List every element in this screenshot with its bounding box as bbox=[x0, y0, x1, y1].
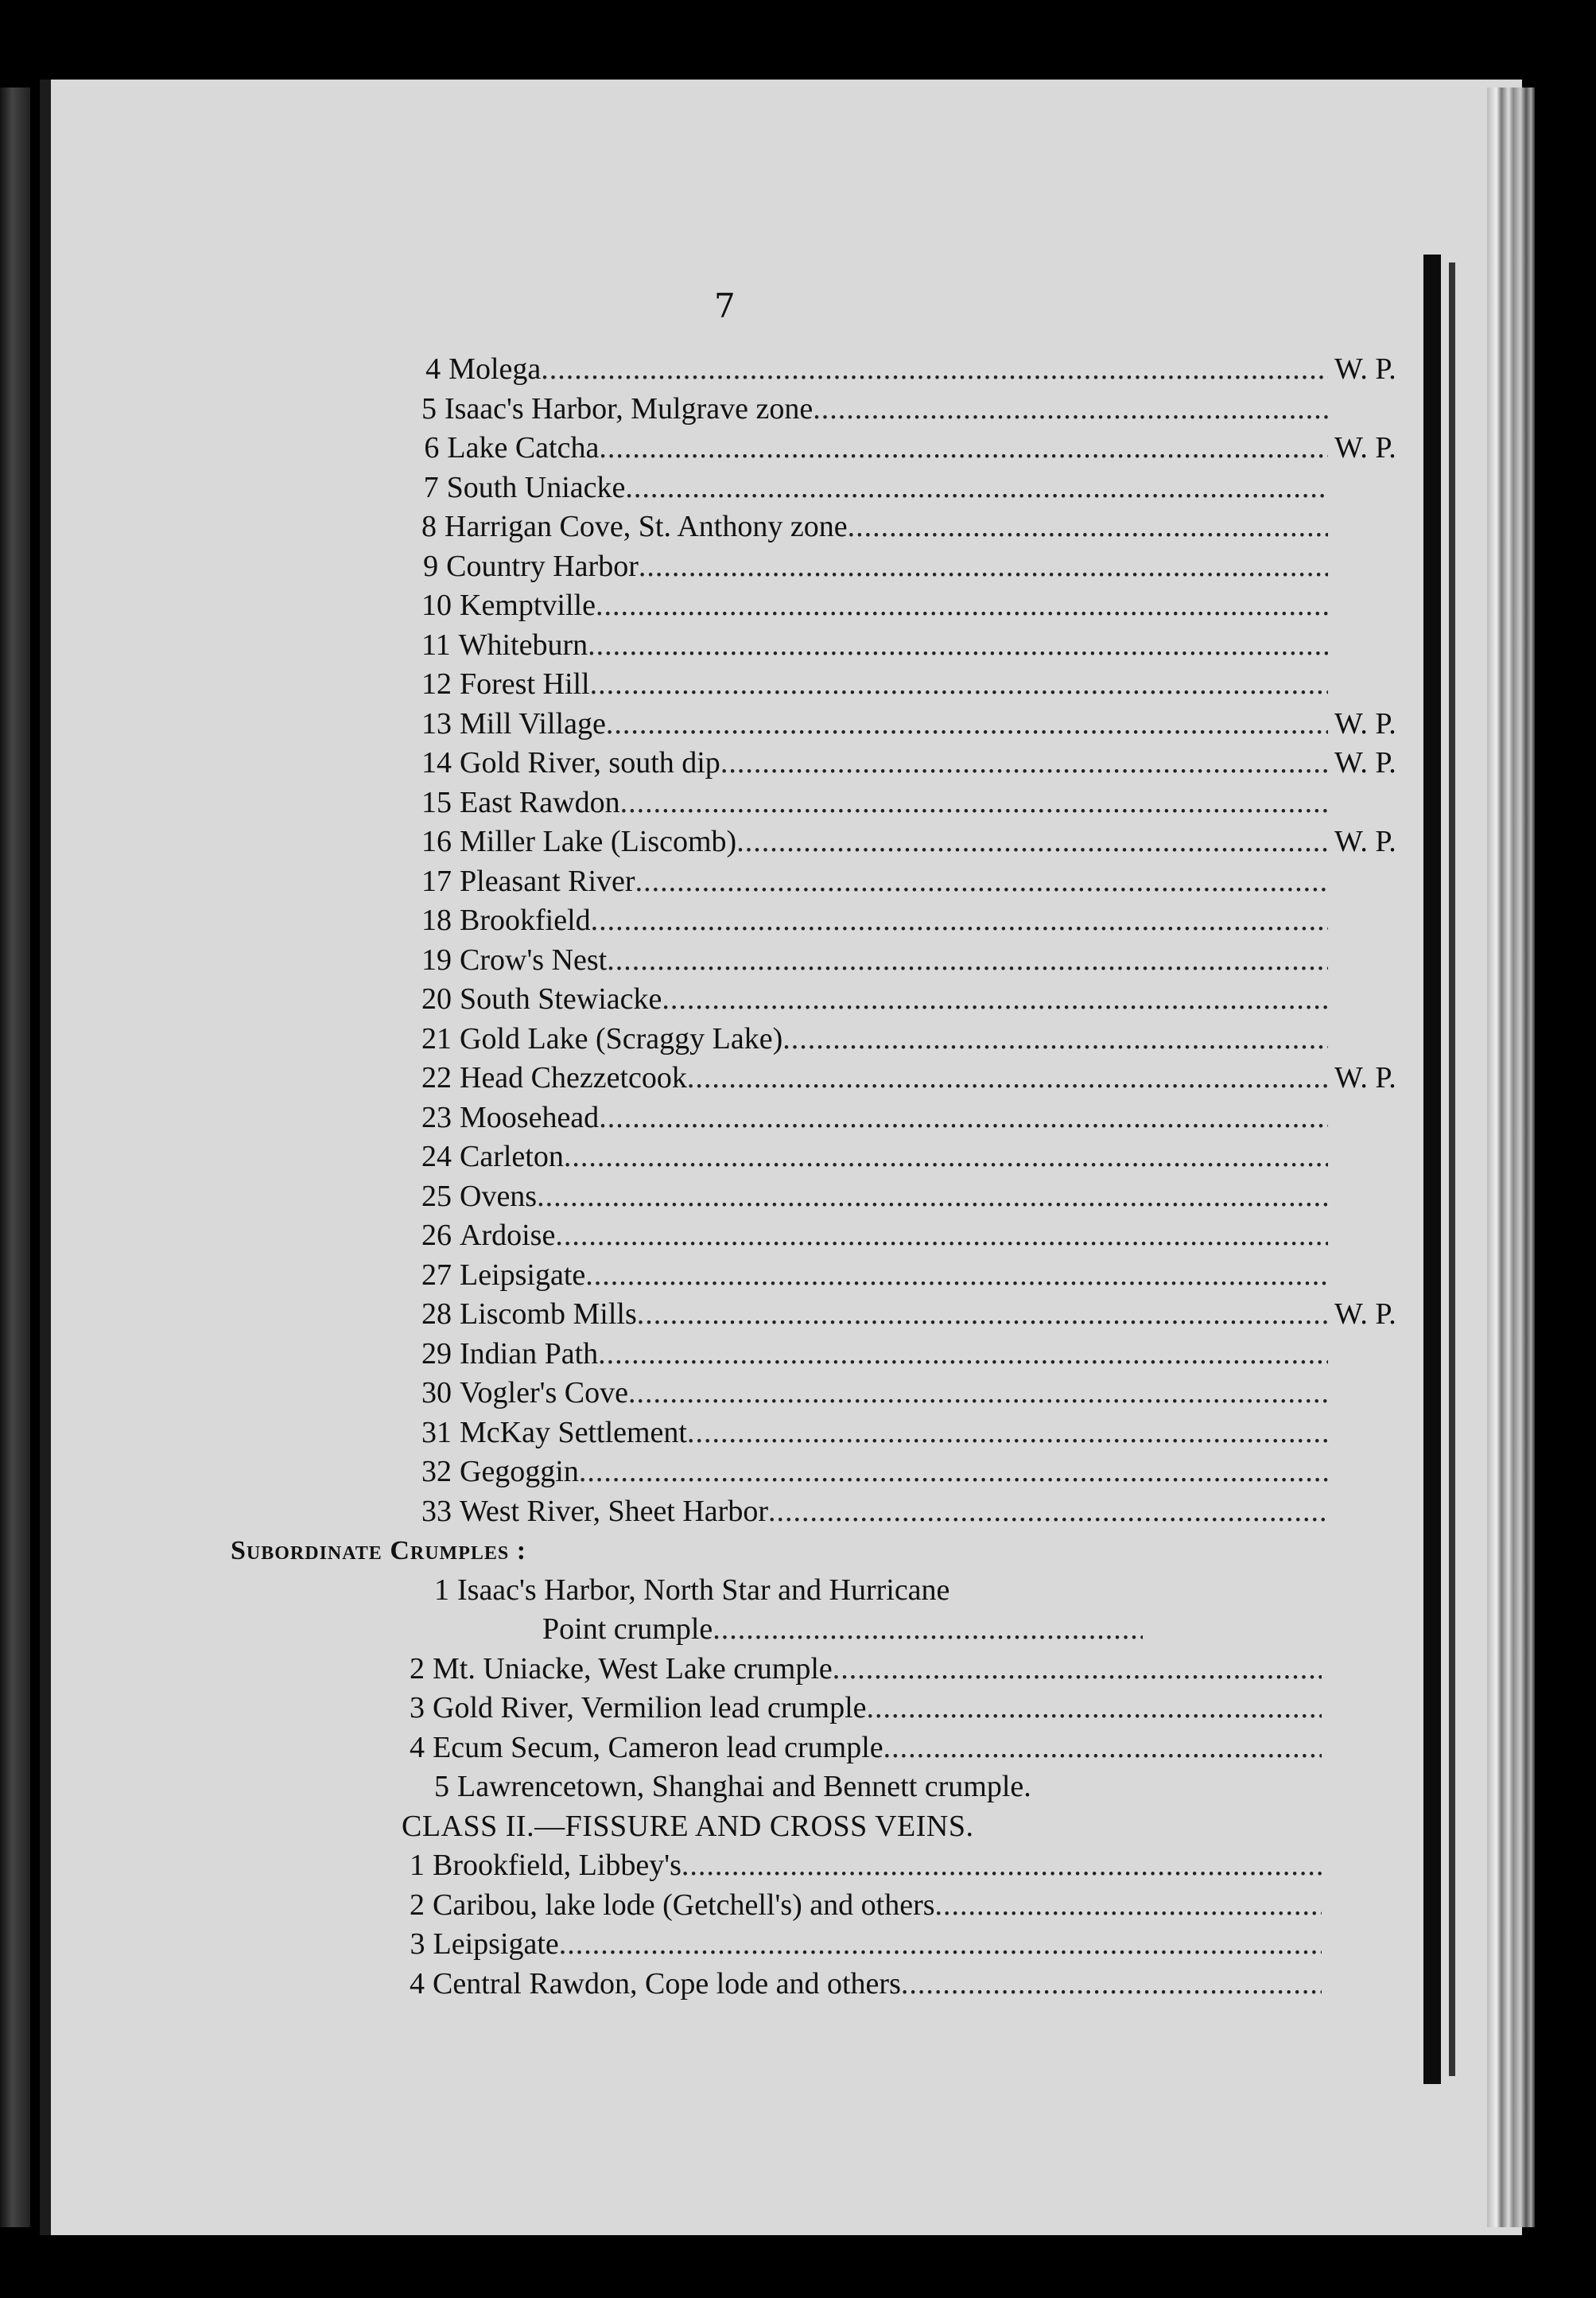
entry-number: 29 bbox=[421, 1336, 452, 1371]
dot-leader bbox=[596, 586, 1328, 626]
entry-number: 33 bbox=[421, 1494, 452, 1528]
subordinate-item bbox=[231, 1571, 1264, 1611]
entry-number: 28 bbox=[421, 1297, 452, 1331]
entry-leaders bbox=[421, 1098, 1328, 1138]
class-one-item bbox=[231, 705, 1396, 745]
class-one-item bbox=[231, 901, 1264, 941]
dot-leader bbox=[564, 1137, 1328, 1177]
entry-name: Vogler's Cove bbox=[460, 1376, 628, 1410]
subordinate-item bbox=[231, 1767, 1264, 1807]
subordinate-heading-text: Subordinate Crumples : bbox=[231, 1536, 527, 1565]
class-one-item bbox=[231, 665, 1264, 705]
entry-number: 16 bbox=[421, 825, 452, 858]
entry-leaders bbox=[410, 1846, 1322, 1886]
page-number: 7 bbox=[714, 286, 736, 325]
entry-name: South Uniacke bbox=[446, 470, 626, 504]
dot-leader bbox=[588, 626, 1328, 666]
entry-number: 25 bbox=[421, 1179, 452, 1213]
class-one-item bbox=[231, 1216, 1264, 1256]
dot-leader bbox=[590, 665, 1328, 705]
dot-leader bbox=[687, 1059, 1328, 1098]
entry-mark: W. P. bbox=[1334, 706, 1396, 741]
right-page-edge bbox=[1487, 87, 1535, 2227]
entry-leaders bbox=[421, 1059, 1328, 1098]
entry-number: 4 bbox=[410, 1966, 425, 2001]
class-one-item bbox=[231, 980, 1264, 1020]
entry-leaders bbox=[410, 1965, 1322, 2004]
class-two-item bbox=[231, 1886, 1264, 1926]
page-content bbox=[231, 350, 1396, 2004]
dot-leader bbox=[848, 507, 1328, 547]
dot-leader bbox=[813, 390, 1328, 430]
entry-name: McKay Settlement bbox=[460, 1415, 687, 1449]
class-one-item bbox=[231, 547, 1264, 587]
entry-number: 32 bbox=[421, 1455, 452, 1488]
entry-number: 3 bbox=[410, 1691, 425, 1724]
dot-leader bbox=[687, 1413, 1328, 1453]
entry-leaders bbox=[421, 901, 1328, 941]
entry-number: 21 bbox=[421, 1021, 452, 1056]
entry-mark: W. P. bbox=[1334, 746, 1396, 780]
entry-name: Caribou, lake lode (Getchell's) and others bbox=[433, 1888, 935, 1922]
entry-number: 5 bbox=[421, 391, 437, 426]
subordinate-heading bbox=[231, 1531, 1264, 1571]
dot-leader bbox=[607, 941, 1328, 981]
entry-leaders bbox=[421, 1452, 1328, 1492]
dot-leader bbox=[537, 1177, 1328, 1217]
class-one-item bbox=[231, 586, 1264, 626]
dot-leader bbox=[768, 1492, 1328, 1532]
class-one-item bbox=[231, 429, 1396, 469]
entry-leaders bbox=[421, 1020, 1328, 1060]
entry-number: 7 bbox=[423, 470, 439, 504]
entry-name: Brookfield bbox=[460, 904, 591, 937]
entry-name: Gold Lake (Scraggy Lake) bbox=[460, 1021, 783, 1056]
class-two-heading bbox=[402, 1807, 1264, 1847]
entry-name: Miller Lake (Liscomb) bbox=[460, 825, 737, 858]
entry-name: Mt. Uniacke, West Lake crumple bbox=[433, 1651, 833, 1686]
entry-leaders bbox=[421, 1492, 1328, 1532]
dot-leader bbox=[598, 1335, 1328, 1375]
entry-leaders bbox=[421, 507, 1328, 547]
entry-leaders bbox=[421, 822, 1328, 862]
class-one-item bbox=[231, 1177, 1264, 1217]
entry-name: Crow's Nest bbox=[460, 943, 608, 977]
dot-leader bbox=[935, 1886, 1322, 1926]
entry-name: Gold River, south dip bbox=[460, 746, 720, 780]
entry-leaders bbox=[421, 547, 1328, 587]
entry-name: East Rawdon bbox=[460, 785, 620, 819]
entry-leaders bbox=[421, 469, 1328, 508]
entry-name: Whiteburn bbox=[458, 628, 588, 662]
entry-name: Isaac's Harbor, Mulgrave zone bbox=[445, 391, 814, 426]
entry-leaders bbox=[410, 1767, 1264, 1807]
class-one-item bbox=[231, 1098, 1264, 1138]
entry-number: 4 bbox=[425, 352, 441, 386]
dot-leader bbox=[901, 1965, 1322, 2004]
entry-number: 24 bbox=[421, 1140, 452, 1173]
entry-name: Molega bbox=[449, 352, 542, 386]
entry-number: 10 bbox=[421, 589, 452, 622]
dot-leader bbox=[599, 1098, 1328, 1138]
entry-name: Lawrencetown, Shanghai and Bennett crumple. bbox=[457, 1770, 1031, 1803]
entry-name: Harrigan Cove, St. Anthony zone bbox=[445, 510, 848, 543]
entry-number: 6 bbox=[424, 431, 440, 465]
class-two-item bbox=[231, 1965, 1264, 2004]
entry-name: Forest Hill bbox=[460, 667, 590, 701]
entry-name: Carleton bbox=[460, 1140, 564, 1173]
entry-number: 26 bbox=[421, 1219, 452, 1252]
entry-leaders bbox=[421, 705, 1328, 745]
entry-name: Head Chezzetcook bbox=[460, 1061, 687, 1095]
entry-name: Ovens bbox=[460, 1179, 538, 1213]
dot-leader bbox=[559, 1925, 1322, 1965]
entry-leaders bbox=[421, 626, 1328, 666]
entry-leaders bbox=[421, 1295, 1328, 1335]
entry-name: Leipsigate bbox=[433, 1927, 559, 1961]
dot-leader bbox=[682, 1846, 1322, 1886]
entry-number: 1 bbox=[434, 1573, 449, 1607]
dot-leader bbox=[883, 1728, 1322, 1768]
entry-number: 4 bbox=[410, 1730, 425, 1764]
class-one-item bbox=[231, 822, 1396, 862]
entry-name: South Stewiacke bbox=[460, 982, 662, 1016]
entry-mark: W. P. bbox=[1334, 352, 1396, 386]
class-two-item bbox=[231, 1846, 1264, 1886]
entry-number: 12 bbox=[421, 667, 452, 701]
entry-name: Moosehead bbox=[460, 1100, 600, 1134]
subordinate-item bbox=[231, 1650, 1264, 1689]
entry-name: Ecum Secum, Cameron lead crumple bbox=[433, 1730, 883, 1764]
class-one-item bbox=[231, 1374, 1264, 1413]
entry-name: Leipsigate bbox=[460, 1258, 586, 1292]
entry-leaders bbox=[421, 586, 1328, 626]
class-one-item bbox=[231, 744, 1396, 783]
class-one-item bbox=[231, 1452, 1264, 1492]
dot-leader bbox=[591, 901, 1328, 941]
entry-mark: W. P. bbox=[1334, 1297, 1396, 1331]
entry-leaders bbox=[421, 1137, 1328, 1177]
dot-leader bbox=[867, 1689, 1322, 1728]
class-one-item bbox=[231, 1059, 1396, 1098]
class-one-item bbox=[231, 1137, 1264, 1177]
page-shadow-bar bbox=[1423, 255, 1441, 2084]
dot-leader bbox=[620, 783, 1328, 823]
class-one-item bbox=[231, 1295, 1396, 1335]
entry-leaders bbox=[421, 665, 1328, 705]
class-one-item bbox=[231, 1492, 1264, 1532]
entry-number: 3 bbox=[410, 1927, 425, 1961]
entry-name: Lake Catcha bbox=[447, 431, 600, 465]
entry-leaders bbox=[421, 941, 1328, 981]
entry-name: Country Harbor bbox=[446, 549, 639, 583]
dot-leader bbox=[541, 350, 1328, 390]
entry-leaders bbox=[421, 429, 1328, 469]
entry-leaders bbox=[542, 1610, 1143, 1650]
dot-leader bbox=[713, 1610, 1143, 1650]
class-one-item bbox=[231, 1020, 1264, 1060]
dot-leader bbox=[635, 862, 1328, 902]
entry-leaders bbox=[410, 1650, 1322, 1689]
entry-number: 15 bbox=[421, 785, 452, 819]
class-one-item bbox=[231, 1256, 1264, 1296]
entry-name: Gegoggin bbox=[460, 1455, 579, 1488]
entry-leaders bbox=[421, 1374, 1328, 1413]
entry-leaders bbox=[421, 1216, 1328, 1256]
entry-number: 2 bbox=[410, 1888, 425, 1922]
entry-number: 19 bbox=[421, 943, 452, 977]
entry-mark: W. P. bbox=[1334, 431, 1396, 465]
entry-leaders bbox=[421, 744, 1328, 783]
dot-leader bbox=[639, 547, 1328, 587]
entry-number: 22 bbox=[421, 1061, 452, 1095]
class-two-heading-text: CLASS II.—FISSURE AND CROSS VEINS. bbox=[402, 1809, 974, 1843]
class-one-item bbox=[231, 1335, 1264, 1375]
entry-number: 9 bbox=[423, 549, 439, 583]
entry-leaders bbox=[410, 1728, 1322, 1768]
entry-number: 1 bbox=[410, 1849, 425, 1882]
entry-leaders bbox=[410, 1571, 1264, 1611]
dot-leader bbox=[736, 822, 1328, 862]
dot-leader bbox=[833, 1650, 1322, 1689]
dot-leader bbox=[628, 1374, 1328, 1413]
entry-leaders bbox=[410, 1689, 1322, 1728]
dot-leader bbox=[720, 744, 1328, 783]
entry-continuation: Point crumple bbox=[542, 1612, 713, 1646]
entry-number: 18 bbox=[421, 904, 452, 937]
class-one-item bbox=[231, 862, 1264, 902]
entry-name: Isaac's Harbor, North Star and Hurricane bbox=[457, 1573, 950, 1607]
entry-leaders bbox=[421, 783, 1328, 823]
entry-leaders bbox=[421, 862, 1328, 902]
dot-leader bbox=[599, 429, 1328, 469]
entry-mark: W. P. bbox=[1334, 1061, 1396, 1095]
entry-name: Indian Path bbox=[460, 1336, 599, 1371]
dot-leader bbox=[585, 1256, 1328, 1296]
dot-leader bbox=[579, 1452, 1328, 1492]
entry-mark: W. P. bbox=[1334, 825, 1396, 858]
entry-number: 27 bbox=[421, 1258, 452, 1292]
entry-name: Gold River, Vermilion lead crumple bbox=[433, 1691, 867, 1724]
class-one-item bbox=[231, 350, 1396, 390]
dot-leader bbox=[782, 1020, 1328, 1060]
entry-leaders bbox=[421, 1256, 1328, 1296]
entry-number: 30 bbox=[421, 1376, 452, 1410]
page-shadow-bar-thin bbox=[1449, 262, 1455, 2076]
class-one-item bbox=[231, 626, 1264, 666]
dot-leader bbox=[662, 980, 1328, 1020]
entry-leaders bbox=[421, 1335, 1328, 1375]
subordinate-item bbox=[231, 1728, 1264, 1768]
entry-name: West River, Sheet Harbor bbox=[460, 1494, 768, 1528]
entry-number: 13 bbox=[421, 706, 452, 741]
entry-leaders bbox=[421, 1177, 1328, 1217]
entry-number: 5 bbox=[434, 1770, 449, 1803]
dot-leader bbox=[625, 469, 1328, 508]
subordinate-list bbox=[231, 1571, 1264, 1807]
entry-number: 11 bbox=[421, 628, 451, 662]
entry-number: 2 bbox=[410, 1651, 425, 1686]
entry-leaders bbox=[421, 350, 1328, 390]
class-one-item bbox=[231, 469, 1264, 508]
entry-name: Brookfield, Libbey's bbox=[433, 1849, 682, 1882]
entry-number: 8 bbox=[421, 510, 437, 543]
entry-name: Kemptville bbox=[460, 589, 596, 622]
class-one-item bbox=[231, 941, 1264, 981]
entry-name: Pleasant River bbox=[460, 864, 635, 898]
dot-leader bbox=[606, 705, 1328, 745]
entry-name: Ardoise bbox=[460, 1219, 556, 1252]
class-two-list bbox=[231, 1846, 1264, 2004]
left-page-edge bbox=[0, 87, 30, 2227]
class-two-item bbox=[231, 1925, 1264, 1965]
entry-number: 23 bbox=[421, 1100, 452, 1134]
entry-leaders bbox=[421, 980, 1328, 1020]
class-one-item bbox=[231, 390, 1264, 430]
class-one-list bbox=[231, 350, 1396, 1531]
entry-number: 31 bbox=[421, 1415, 452, 1449]
subordinate-item bbox=[231, 1689, 1264, 1728]
entry-leaders bbox=[421, 1413, 1328, 1453]
entry-number: 17 bbox=[421, 864, 452, 898]
entry-leaders bbox=[421, 390, 1328, 430]
dot-leader bbox=[637, 1295, 1328, 1335]
entry-name: Liscomb Mills bbox=[460, 1297, 637, 1331]
entry-number: 20 bbox=[421, 982, 452, 1016]
entry-leaders bbox=[410, 1925, 1322, 1965]
subordinate-item-continuation bbox=[231, 1610, 1264, 1650]
entry-name: Mill Village bbox=[460, 706, 606, 741]
entry-number: 14 bbox=[421, 746, 452, 780]
class-one-item bbox=[231, 783, 1264, 823]
entry-leaders bbox=[410, 1886, 1322, 1926]
class-one-item bbox=[231, 507, 1264, 547]
class-one-item bbox=[231, 1413, 1264, 1453]
dot-leader bbox=[555, 1216, 1328, 1256]
entry-name: Central Rawdon, Cope lode and others bbox=[433, 1966, 901, 2001]
